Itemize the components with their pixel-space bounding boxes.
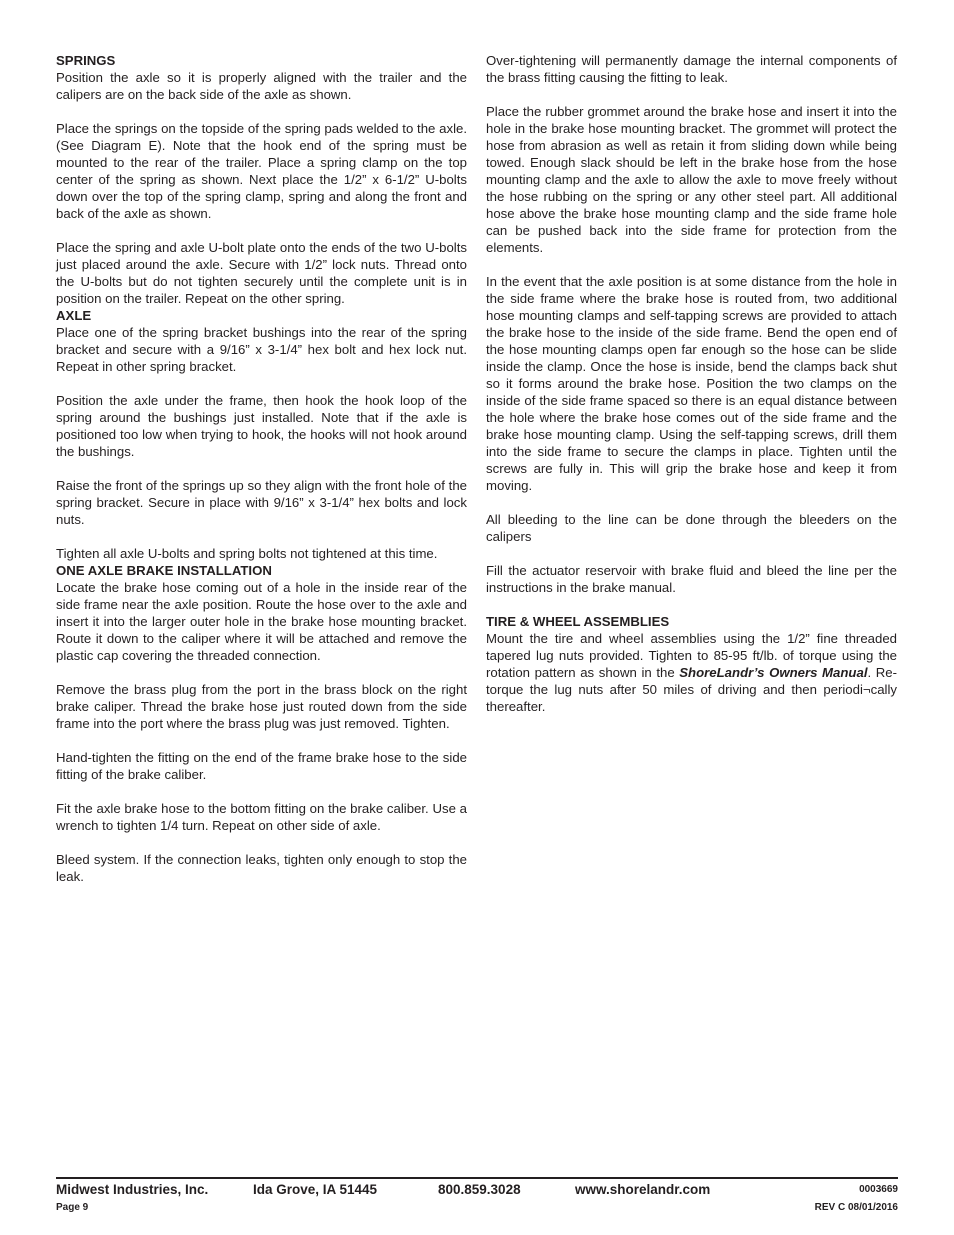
tire-wheel-paragraph: [486, 630, 897, 715]
springs-heading: SPRINGS: [56, 53, 116, 68]
footer-divider: [56, 1177, 898, 1179]
footer-website: www.shorelandr.com: [575, 1182, 711, 1197]
springs-section: [56, 52, 467, 307]
brake-paragraph: Bleed system. If the connection leaks, tighten only enough to stop the leak.: [56, 852, 467, 884]
brake-warning-paragraph: Over-tightening will permanently damage the internal components of the brass fitting causing the fitting to leak.: [486, 53, 897, 85]
springs-paragraph: Position the axle so it is properly aligned with the trailer and the calipers are on the back side of the axle as shown.: [56, 70, 467, 102]
left-column: [56, 52, 467, 885]
springs-paragraph: Place the spring and axle U-bolt plate onto the ends of the two U-bolts just placed around the axle. Secure with 1/2” lock nuts. Thread onto the U-bolts but do not tighten securely until the complete unit is in position on the trailer. Repeat on the other spring.: [56, 240, 467, 306]
tire-text-after: . Re-torque the lug nuts after 50 miles of driving and then periodi¬cally thereafter.: [486, 665, 898, 714]
brake-installation-section: [56, 562, 467, 885]
owners-manual-title: ShoreLandr’s Owners Manual: [679, 665, 868, 680]
axle-heading: AXLE: [56, 308, 92, 323]
footer-city: Ida Grove, IA 51445: [253, 1182, 378, 1197]
hose-clamp-paragraph: In the event that the axle position is at some distance from the hole in the side frame where the brake hose is routed from, two additional hose mounting clamps and self-tapping screws are provided to attach the brake hose to the inside of the side frame. Bend the open end of the hose mounting clamps open far enough so the hose can be slide inside the clamp. Once the hose is inside, bend the clamps back shut so it forms around the brake hose. Position the two clamps on the inside of the side frame spaced so there is an equal distance between the hole where the brake hose comes out of the side frame and the brake hose mounting clamp. Using the self-tapping screws, drill them into the side frame to secure the clamps in place. Tighten until the screws are fully in. This will grip the brake hose and keep it from moving.: [486, 274, 897, 493]
brake-paragraph: Hand-tighten the fitting on the end of the frame brake hose to the side fitting of the brake caliber.: [56, 750, 467, 782]
axle-paragraph: Position the axle under the frame, then hook the hook loop of the spring around the bushings just installed. Note that if the axle is positioned too low when trying to hook, the hooks will not hook around the bushings.: [56, 393, 467, 459]
springs-paragraph: Place the springs on the topside of the spring pads welded to the axle. (See Diagram E). Note that the hook end of the spring must be mounted to the rear of the trailer. Place a spring clamp on the top center of the spring as shown. Next place the 1/2” x 6-1/2” U-bolts down over the top of the spring clamp, spring and along the front and back of the axle as shown.: [56, 121, 467, 221]
tire-text-before: Mount the tire and wheel assemblies using the 1/2” fine threaded tapered lug nuts provided. Tighten to 85-95 ft/lb. of torque using the rotation pattern as shown in the: [486, 631, 897, 680]
tire-wheel-section: [486, 613, 897, 715]
footer-phone: 800.859.3028: [438, 1182, 521, 1197]
brake-paragraph: Remove the brass plug from the port in the brass block on the right brake caliper. Thread the brake hose just routed down from the side frame into the port where the brass plug was just removed. Tighten.: [56, 682, 467, 731]
tire-wheel-heading: TIRE & WHEEL ASSEMBLIES: [486, 614, 670, 629]
axle-section: [56, 307, 467, 562]
axle-paragraph: Tighten all axle U-bolts and spring bolts not tightened at this time.: [56, 546, 438, 561]
bleeding-paragraph: All bleeding to the line can be done through the bleeders on the calipers: [486, 512, 897, 544]
right-column: [486, 52, 897, 715]
axle-paragraph: Place one of the spring bracket bushings into the rear of the spring bracket and secure with a 9/16” x 3-1/4” hex bolt and hex lock nut. Repeat in other spring bracket.: [56, 325, 467, 374]
footer-revision: REV C 08/01/2016: [814, 1202, 898, 1213]
footer-company: Midwest Industries, Inc.: [56, 1182, 209, 1197]
footer-part-number: 0003669: [859, 1184, 898, 1195]
brake-paragraph: Fit the axle brake hose to the bottom fitting on the brake caliber. Use a wrench to tighten 1/4 turn. Repeat on other side of axle.: [56, 801, 467, 833]
brake-installation-heading: ONE AXLE BRAKE INSTALLATION: [56, 563, 272, 578]
axle-paragraph: Raise the front of the springs up so they align with the front hole of the spring bracket. Secure in place with 9/16” x 3-1/4” hex bolts and lock nuts.: [56, 478, 467, 527]
footer-page-number: Page 9: [56, 1202, 89, 1213]
brake-paragraph: Locate the brake hose coming out of a hole in the inside rear of the side frame near the axle position. Route the hose over to the axle and insert it into the larger outer hole in the brake hose mounting bracket. Route it down to the caliper where it will be attached and remove the plastic cap covering the threaded connection.: [56, 580, 467, 663]
grommet-paragraph: Place the rubber grommet around the brake hose and insert it into the hole in the brake hose mounting bracket. The grommet will protect the hose from abrasion as well as retain it from sliding down while being towed. Enough slack should be left in the brake hose from the hose mounting clamp and the axle to allow the axle to move freely without the hose rubbing on the spring or any other steel part. All additional hose above the brake hose mounting clamp and the side frame hole can be pushed back into the side frame for protection from the elements.: [486, 104, 897, 255]
reservoir-paragraph: Fill the actuator reservoir with brake fluid and bleed the line per the instructions in the brake manual.: [486, 563, 897, 595]
